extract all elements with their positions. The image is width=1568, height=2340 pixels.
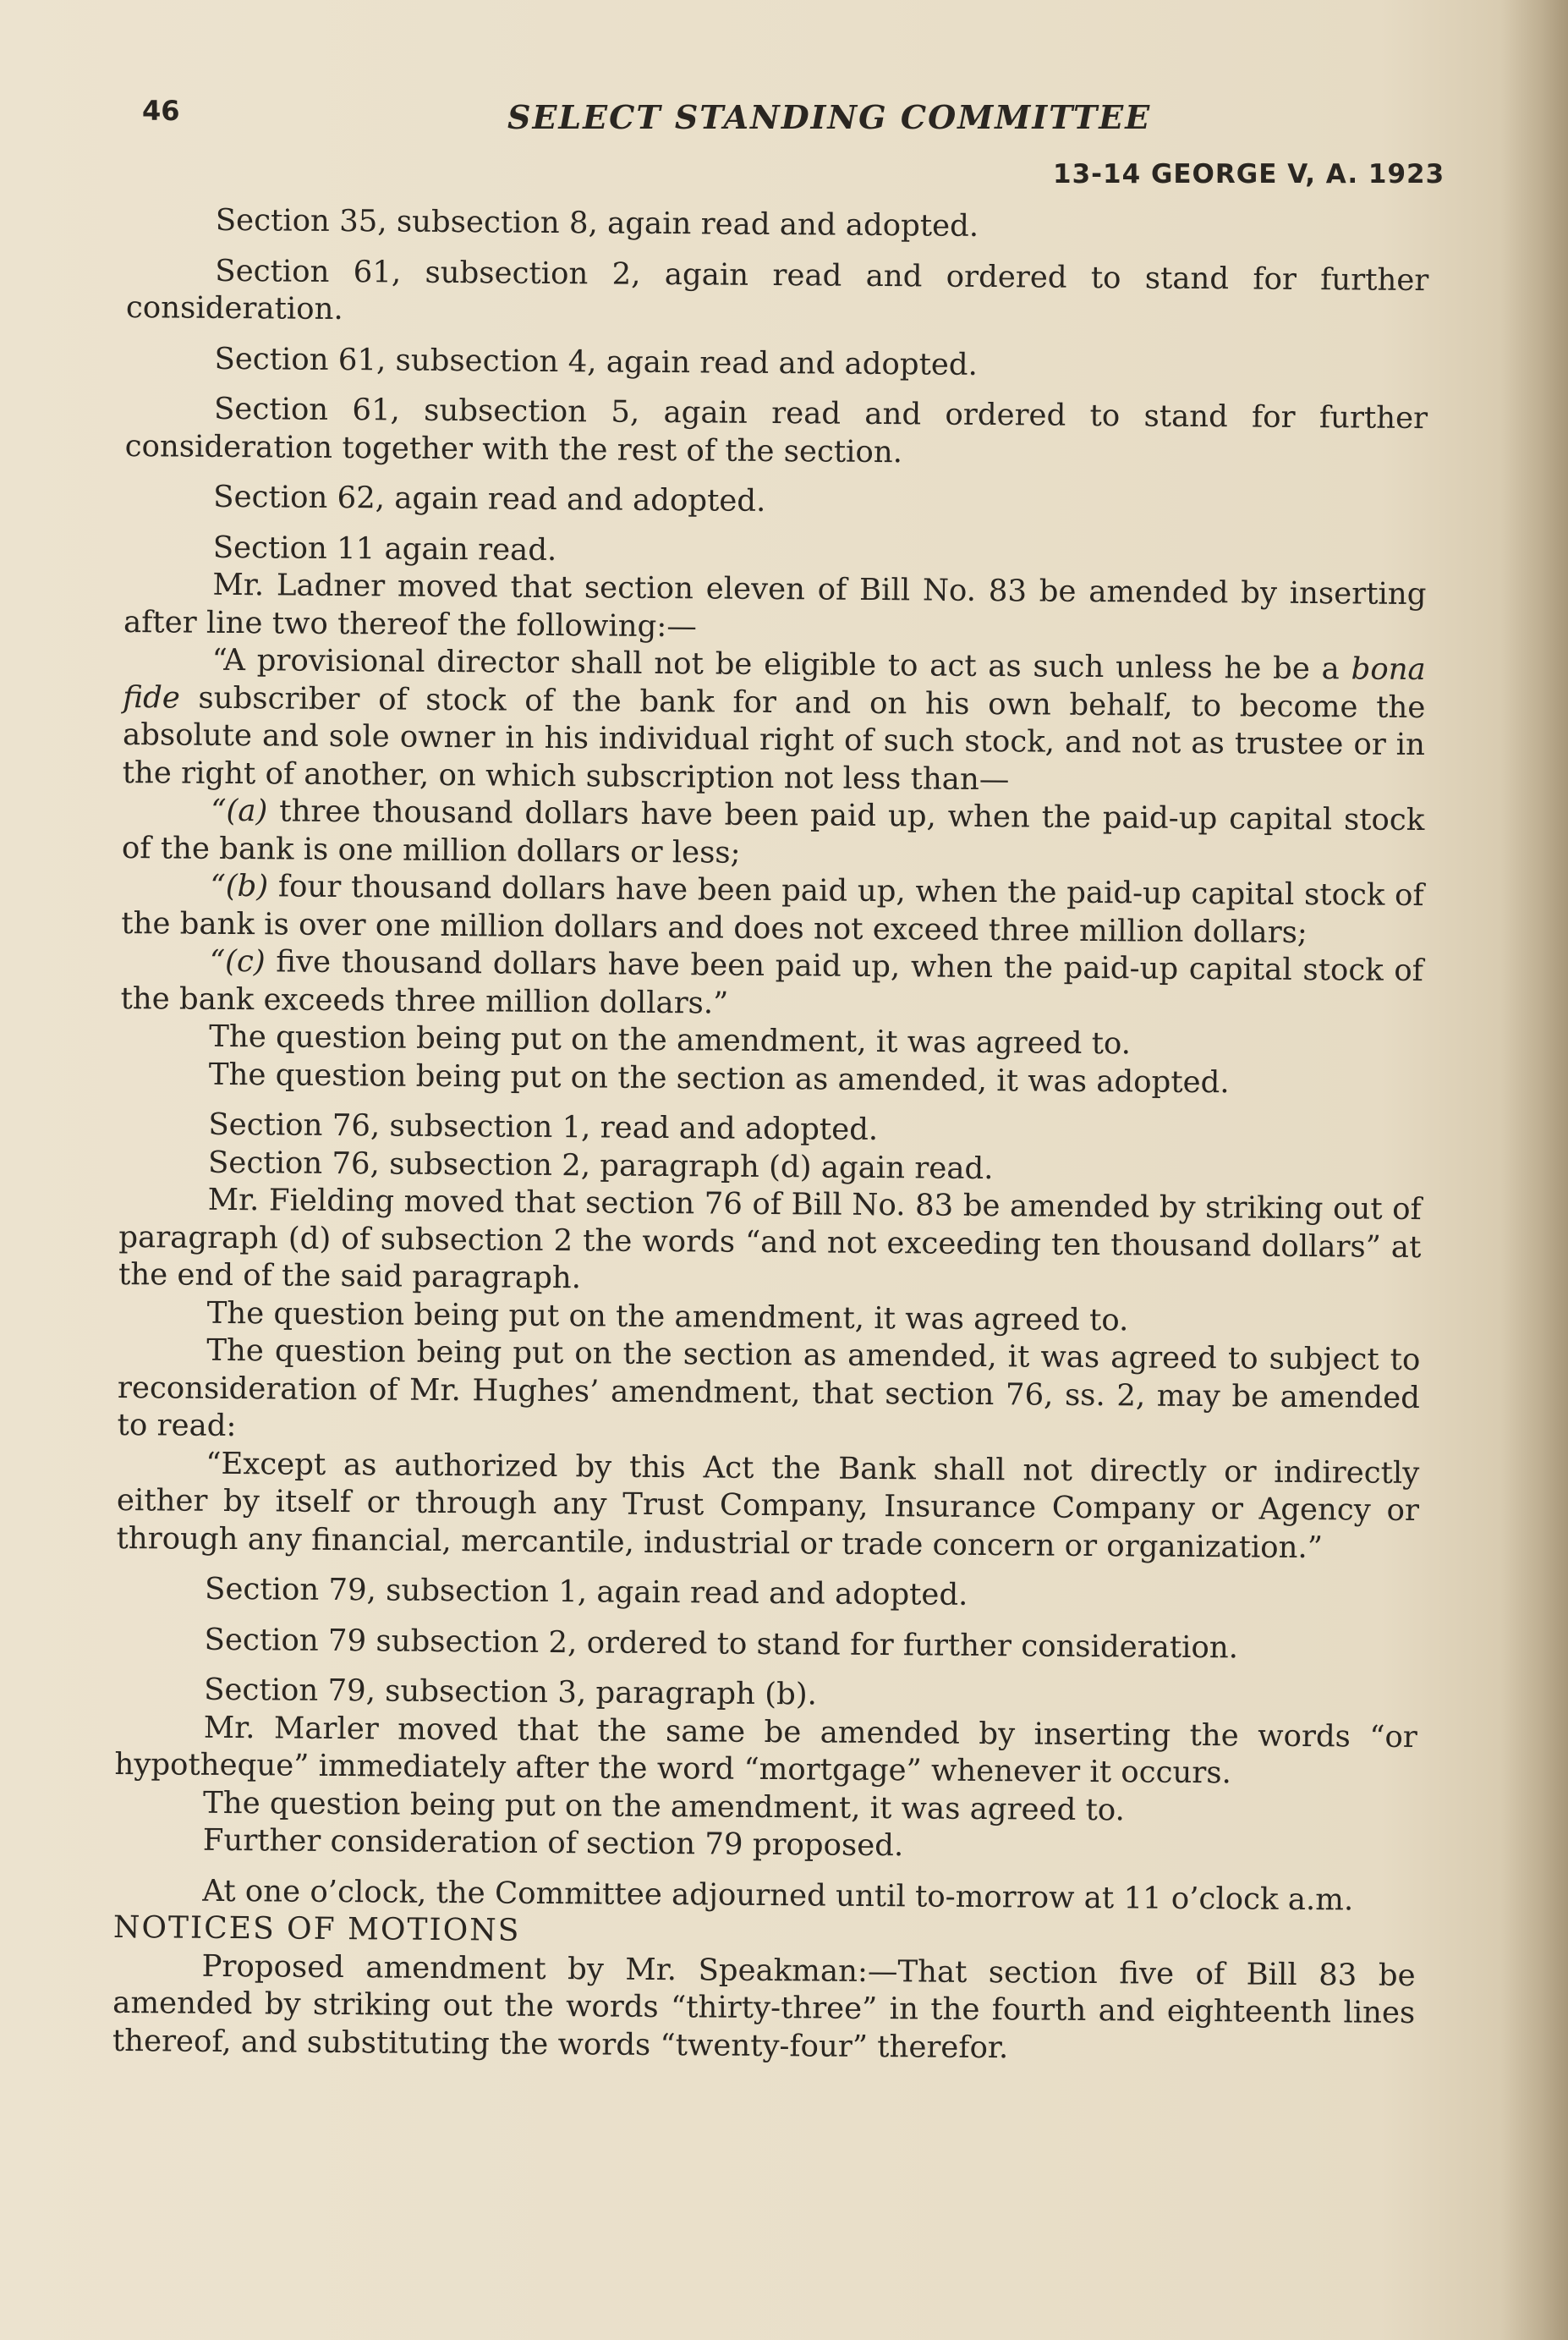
paragraph-hughes-reconsideration: The question being put on the section as amended, it was agreed to subject to reconsideration of Mr. Hughes’ amendment, that section 76, ss. 2, may be amended to read: xyxy=(117,1332,1421,1444)
paragraph-further-consideration: Further consideration of section 79 proposed. xyxy=(202,1822,904,1864)
quote-italic-term: bona fide xyxy=(123,651,1426,716)
paragraph-fielding-motion: Mr. Fielding moved that section 76 of Bill No. 83 be amended by striking out of paragraph (d) of subsection 2 the words “and not exceeding ten thousand dollars” at the end of the said paragraph. xyxy=(118,1182,1422,1296)
paragraph-amendment-agreed-3: The question being put on the amendment, it was agreed to. xyxy=(202,1785,1126,1827)
paragraph-section-79-2: Section 79 subsection 2, ordered to stand for further consideration. xyxy=(204,1622,1239,1665)
paragraph-section-76-1: Section 76, subsection 1, read and adopted. xyxy=(208,1107,879,1148)
page-number: 46 xyxy=(142,95,180,127)
quote-text-end: subscriber of stock of the bank for and on his own behalf, to become the absolute and sole owner in his individual right of such stock, and not as trustee or in the right of another, on which subscription not less than— xyxy=(122,680,1426,797)
clause-a-text: three thousand dollars have been paid up, when the paid-up capital stock of the bank is one million dollars or less; xyxy=(121,794,1425,871)
section-heading: NOTICES OF MOTIONS xyxy=(112,1909,521,1948)
paragraph-section-35: Section 35, subsection 8, again read and adopted. xyxy=(215,202,979,244)
clause-b xyxy=(121,867,1424,953)
paragraph-quoted-amendment xyxy=(123,641,1426,802)
paragraph-section-79-1: Section 79, subsection 1, again read and adopted. xyxy=(204,1571,968,1612)
paragraph-section-62: Section 62, again read and adopted. xyxy=(213,479,766,519)
clause-b-label: “(b) xyxy=(210,868,269,904)
paragraph-notice-speakman: Proposed amendment by Mr. Speakman:—That section five of Bill 83 be amended by striking out the words “thirty-three” in the fourth and eighteenth lines thereof, and substituting the words “twenty-four” therefor. xyxy=(112,1948,1416,2065)
paragraph-section-61-4: Section 61, subsection 4, again read and adopted. xyxy=(214,341,979,382)
clause-c xyxy=(120,942,1423,1028)
page-body xyxy=(112,201,1429,2070)
paragraph-section-adopted: The question being put on the section as amended, it was adopted. xyxy=(208,1057,1230,1100)
paragraph-ladner-motion: Mr. Ladner moved that section eleven of Bill No. 83 be amended by inserting after line two thereof the following:— xyxy=(123,567,1427,644)
clause-a-label: “(a) xyxy=(211,793,268,829)
paragraph-amendment-agreed-2: The question being put on the amendment, it was agreed to. xyxy=(206,1295,1129,1338)
clause-b-text: four thousand dollars have been paid up, when the paid-up capital stock of the bank is over one million dollars and does not exceed three million dollars; xyxy=(121,869,1424,950)
paragraph-section-76-2: Section 76, subsection 2, paragraph (d) again read. xyxy=(207,1145,994,1186)
paragraph-amendment-agreed: The question being put on the amendment, it was agreed to. xyxy=(209,1019,1132,1062)
running-head: SELECT STANDING COMMITTEE xyxy=(507,98,1152,136)
paragraph-section-11: Section 11 again read. xyxy=(212,530,557,568)
clause-a xyxy=(122,792,1425,877)
clause-c-text: five thousand dollars have been paid up, when the paid-up capital stock of the bank exceeds three million dollars.” xyxy=(120,944,1424,1021)
paragraph-quoted-text: “Except as authorized by this Act the Bank shall not directly or indirectly either by itself or through any Trust Company, Insurance Company or Agency or through any financial, mercantile, industrial or trade concern or organization.” xyxy=(116,1446,1420,1565)
paragraph-section-79-3: Section 79, subsection 3, paragraph (b). xyxy=(204,1672,818,1712)
quote-text-start: “A provisional director shall not be eligible to act as such unless he be a xyxy=(211,642,1351,687)
paragraph-adjournment: At one o’clock, the Committee adjourned until to-morrow at 11 o’clock a.m. xyxy=(202,1873,1354,1917)
paragraph-section-61-2: Section 61, subsection 2, again read and ordered to stand for further consideration. xyxy=(125,253,1429,327)
clause-c-label: “(c) xyxy=(209,943,266,980)
paragraph-section-61-5: Section 61, subsection 5, again read and ordered to stand for further consideration together with the rest of the section. xyxy=(124,391,1428,470)
session-label: 13-14 GEORGE V, A. 1923 xyxy=(1053,159,1445,190)
paragraph-marler-motion: Mr. Marler moved that the same be amended by inserting the words “or hypotheque” immediately after the word “mortgage” whenever it occurs. xyxy=(114,1710,1417,1791)
page-binding-shadow xyxy=(1500,0,1568,2340)
